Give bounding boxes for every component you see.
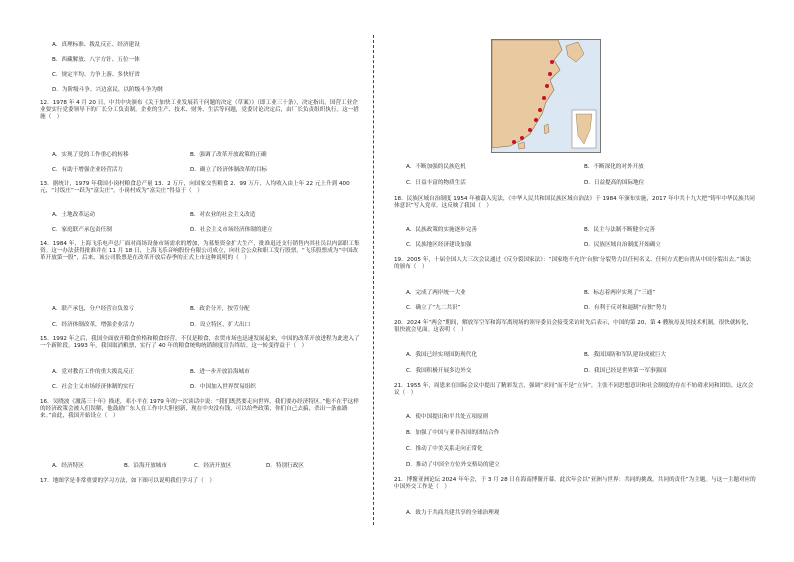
q21-option-d: D．推动了中国全方位外交格局的建立 [406,462,500,468]
question-21-stem: 21．1955 年，周恩来在国际会议中提出了精彩发言，强调“求同”而不是“立异”，主张不同思想意识和社会制度的存在不妨碍求同和团结。这次会议（ ） [394,383,754,396]
question-18-stem: 18．民族区域自治制度 1954 年被载入宪法，《中华人民共和国民族区域自治法》于 1984 年颁布实施，2017 年中共十九大把“铸牢中华民族共同体意识”写入党章。这反映了我国（ ） [394,196,755,209]
q15-option-d: D．中国加入世界贸易组织 [190,384,256,390]
q13-option-a: A．土地改革运动 [52,212,95,218]
prev-option-b: B．西藏解放、八字方针、五位一体 [52,57,140,63]
map-marker [520,136,524,140]
q12-option-b: B．强调了改革开放政策的正确 [190,152,267,158]
q14-option-a: A．联产承包，分户经营自负盈亏 [52,306,135,312]
q17-option-c: C．日益丰富的物质生活 [406,180,466,186]
q14-option-c: C．经济体制改革，增强企业活力 [52,322,135,328]
q18-option-b: B．民主与法制不断健全完善 [584,227,655,233]
q13-option-b: B．对农业的社会主义改造 [190,212,256,218]
map-taiwan [544,124,549,134]
q14-option-d: D．设立特区，扩大出口 [190,322,251,328]
question-13-stem: 13．据统计，1979 年我国小岗村粮食总产量 13．2 万斤，向国家交售粮食 2．99 万斤，人均收入由上年 22 元上升到 400 元，“讨饭庄”一跃为“富尖庄”，小岗村成为“富尖庄”得益于（ ） [40,181,350,194]
q17-option-d: D．日益提高的国际地位 [584,180,645,186]
q15-option-b: B．进一步开放沿海城市 [190,369,250,375]
question-12-stem: 12．1978 年 4 月 20 日，中共中央颁布《关于加快工业发展若干问题的决定（草案）》（即工业三十条），决定指出，国营工业企业要实行党委领导下的厂长分工负责制。企业的生产、技术、财务、生活等问题，党委讨论决定后，由厂长负责组织执行。这一措施（ ） [40,100,359,120]
q20-option-b: B．我国国防和军队建设成就巨大 [584,352,667,358]
map-marker [545,84,549,88]
q15-option-a: A．党对教育工作的重大拨乱反正 [52,369,135,375]
q16-option-d: D．特别行政区 [266,463,304,469]
question-20-stem: 20．2024 年“两会”期间，解放军空军和海军离现场的领导委员会接受采访时先后表示，中国的第 20、第 4 艘航母及其技术机制，很快就转化，很快就会见面。这表明（ ） [394,320,753,333]
q16-option-a: A．经济特区 [52,463,84,469]
map-drawing [492,40,600,152]
q15-option-c: C．社会主义市场经济体制的实行 [52,384,135,390]
map-marker [550,60,554,64]
map-marker [528,128,532,132]
question-17-stem: 17．地图学是非常重要的学习方法，如下图可以说明我们学习了（ ） [40,478,215,484]
q20-option-d: D．我国已经是世界第一军事强国 [584,368,667,374]
q19-option-c: C．确立了“九二共识” [406,305,461,311]
question-19-stem: 19．2005 年，十届全国人大三次会议通过《反分裂国家法》：“国家绝不允许‘台独’分裂势力以任何名义、任何方式把台湾从中国分裂出去。”该法的颁布（ ） [394,257,751,270]
q17-option-a: A．不断加强的民族危机 [406,164,466,170]
q21-option-c: C．推动了中美关系走向正常化 [406,446,483,452]
q17-option-b: B．不断深化的对外开放 [584,164,644,170]
q18-option-a: A．民族政策的实施逐步完善 [406,227,477,233]
question-22-stem: 21．博鳌亚洲论坛 2024 年年会，于 3 月 28 日在海南博鳌开幕。此次年会以“亚洲与世界：共同的挑战，共同的责任”为主题。与这一主题对应的中国外交工作是（ ） [394,477,756,490]
q13-option-d: D．社会主义市场经济体制的建立 [190,227,273,233]
question-14-stem: 14．1984 年，上海飞乐电声总厂面对商场设备市场需求的增加，为募集资金扩大生产，批准退还支行销售内其社员以内部职工集资。这一办法获得批准并在 11 月 18 日，上海飞乐音响股份有限公司成立，向社会公众和职工发行股票，“飞乐股票成为“中国改革开放第一股”，后来，该公司股票是在改革开放后春季的正式上市这种说明的（ ） [40,241,360,261]
q21-option-b: B．加强了中国与亚非各国的团结合作 [406,430,500,436]
question-15-stem: 15．1992 年之后，我国全面放开粮食价格和粮食经营。不仅是粮食，农贸市场也迅速发展起来，中国的改革开放进程为此进入了一个新阶段。1993 年，我国取消粮票，实行了 40 年的粮食统购统销制度宣告终结。这一转变得益于（ ） [40,336,360,349]
map-marker [534,118,538,122]
q16-option-b: B．沿海开放城市 [124,463,167,469]
q18-option-d: D．民族区域自治制度开始确立 [584,242,662,248]
q12-option-d: D．确立了经济体制改革的目标 [190,167,268,173]
prev-option-a: A．真理标准、拨乱反正、经济建设 [52,42,140,48]
q13-option-c: C．家庭联产承包责任制 [52,227,112,233]
q12-option-a: A．实现了党的工作重心的转移 [52,152,129,158]
q16-option-c: C．经济开放区 [194,463,232,469]
map-marker [542,96,546,100]
prev-option-d: D．为阶级斗争、兴边富民、以阶级斗争为纲 [52,87,163,93]
q18-option-c: C．民族地区经济建设加强 [406,242,472,248]
q21-option-a: A．使中国提出和平共处五项原则 [406,414,489,420]
question-16-stem: 16．吴晓波《激荡三十年》描述，邓小平在 1979 年的一次谈话中说：“我们既然要走向世界，我们要办经济特区。”他不在乎这样的经济政策会被人们误解，他鼓励广东人在工作中大胆创新，现在中央没有钱，可以给些政策，你们自己去搞，杀出一条血路来。”由此，我国开始设立（ ） [40,399,359,419]
q19-option-a: A．完成了两岸统一大业 [406,290,466,296]
q20-option-a: A．我国已经实现国防现代化 [406,352,477,358]
prev-option-c: C．规定平均、力争上游、多快好省 [52,72,140,78]
map-marker [512,140,516,144]
q20-option-c: C．我国积极开展多边外交 [406,368,472,374]
q19-option-b: B．标志着两岸实现了“三通” [584,290,656,296]
q12-option-c: C．有助于增强企业经营活力 [52,167,124,173]
coastal-map-image [491,39,601,153]
q19-option-d: D．有利于反对和遏制“台独”势力 [584,305,667,311]
column-divider [373,35,374,525]
q14-option-b: B．政企分开，按劳分配 [190,306,250,312]
map-marker [538,108,542,112]
q22-option-a: A．致力于共商共建共享的全球治理观 [406,510,500,516]
map-marker [548,72,552,76]
